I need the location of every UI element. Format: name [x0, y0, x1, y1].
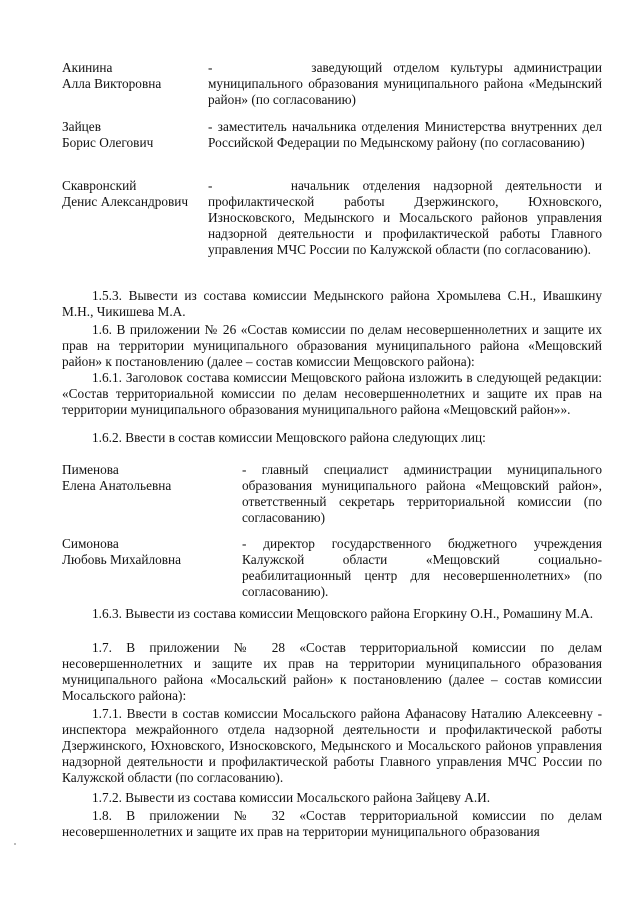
member-entry	[62, 178, 602, 274]
member-given-name: Борис Олегович	[62, 135, 154, 150]
member-surname: Скавронский	[62, 178, 137, 193]
paragraph-1-6-1: 1.6.1. Заголовок состава комиссии Мещовского района изложить в следующей редакции: «Состав территориальной комиссии по делам несовершеннолетних и защите их прав на территории муниципального образования муниципального района «Мещовский район»».	[62, 370, 602, 417]
member-role: - главный специалист администрации муниципального образования муниципального района «Мещовский район», ответственный секретарь территориальной комиссии (по согласованию)	[242, 462, 602, 525]
member-surname: Симонова	[62, 536, 119, 551]
paragraph-1-7: 1.7. В приложении № 28 «Состав территориальной комиссии по делам несовершеннолетних и защите их прав на территории муниципального образования муниципального района «Мосальский район» к постановлению (далее – состав комиссии Мосальского района):	[62, 640, 602, 703]
paragraph-1-6-2: 1.6.2. Ввести в состав комиссии Мещовского района следующих лиц:	[92, 430, 486, 445]
paragraph-1-6-3: 1.6.3. Вывести из состава комиссии Мещовского района Егоркину О.Н., Ромашину М.А.	[92, 606, 594, 621]
member-role: - директор государственного бюджетного учреждения Калужской области «Мещовский социально-реабилитационный центр для несовершеннолетних» (по согласованию).	[242, 536, 602, 599]
member-given-name: Любовь Михайловна	[62, 552, 182, 567]
member-entry	[62, 119, 602, 167]
member-given-name: Денис Александрович	[62, 194, 189, 209]
member-entry	[62, 60, 602, 108]
scan-speck	[14, 843, 16, 845]
member-role: - начальник отделения надзорной деятельности и профилактической работы Дзержинского, Юхновского, Износковского, Медынского и Мосальского районов управления надзорной деятельности и профилактической работы Главного управления МЧС России по Калужской области (по согласованию).	[208, 178, 602, 257]
member-entry	[62, 536, 602, 600]
member-given-name: Елена Анатольевна	[62, 478, 172, 493]
member-surname: Пименова	[62, 462, 119, 477]
paragraph-1-7-1: 1.7.1. Ввести в состав комиссии Мосальского района Афанасову Наталию Алексеевну - инспектора межрайонного отдела надзорной деятельности и профилактической работы Дзержинского, Юхновского, Износковского, Медынского и Мосальского районов управления надзорной деятельности и профилактической работы Главного управления МЧС России по Калужской области (по согласованию).	[62, 706, 602, 785]
member-given-name: Алла Викторовна	[62, 76, 162, 91]
member-surname: Зайцев	[62, 119, 101, 134]
member-role: - заместитель начальника отделения Министерства внутренних дел Российской Федерации по Медынскому району (по согласованию)	[208, 119, 602, 150]
member-role: - заведующий отделом культуры администрации муниципального образования муниципального района «Медынский район» (по согласованию)	[208, 60, 602, 107]
paragraph-1-6: 1.6. В приложении № 26 «Состав комиссии по делам несовершеннолетних и защите их прав на территории муниципального образования муниципального района «Мещовский район» к постановлению (далее – состав комиссии Мещовского района):	[62, 322, 602, 369]
paragraph-1-8: 1.8. В приложении № 32 «Состав территориальной комиссии по делам несовершеннолетних и защите их прав на территории муниципального образования	[62, 808, 602, 839]
paragraph-1-5-3: 1.5.3. Вывести из состава комиссии Медынского района Хромылева С.Н., Ивашкину М.Н., Чикишева М.А.	[62, 288, 602, 319]
member-surname: Акинина	[62, 60, 113, 75]
member-entry	[62, 462, 602, 526]
paragraph-1-7-2: 1.7.2. Вывести из состава комиссии Мосальского района Зайцеву А.И.	[92, 790, 491, 805]
